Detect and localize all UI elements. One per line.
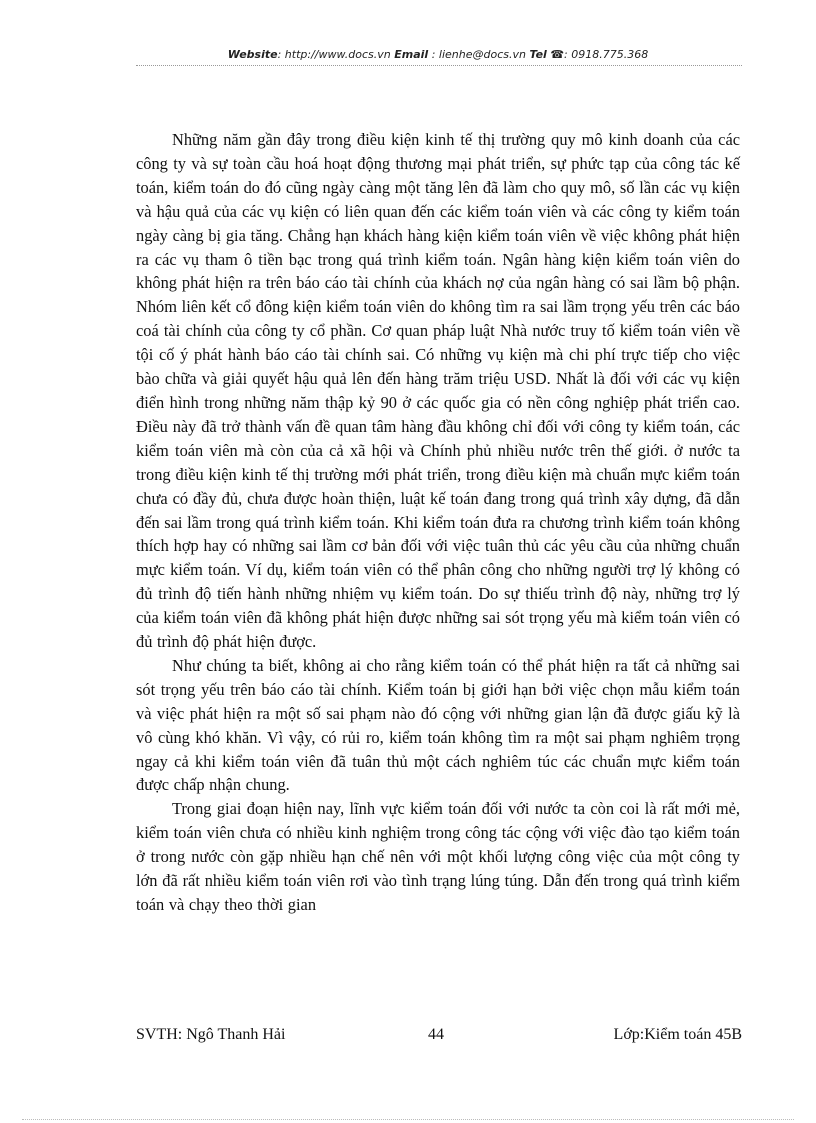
page-footer <box>136 1026 742 1050</box>
tel-label: Tel <box>529 48 547 61</box>
page-header <box>136 48 740 61</box>
website-label: Website <box>227 48 278 61</box>
header-divider <box>136 65 742 66</box>
document-body <box>136 128 740 917</box>
footer-author: SVTH: Ngô Thanh Hải <box>136 1026 286 1043</box>
email-label: Email <box>394 48 429 61</box>
paragraph-1: Những năm gần đây trong điều kiện kinh tế thị trường quy mô kinh doanh của các công ty và sự toàn cầu hoá hoạt động thương mại phát triển, sự phức tạp của công tác kế toán, kiểm toán do đó cũng ngày càng một tăng lên đã làm cho quy mô, số lần các vụ kiện và hậu quả của các vụ kiện có liên quan đến các kiểm toán viên và các công ty kiểm toán ngày càng bị gia tăng. Chẳng hạn khách hàng kiện kiểm toán viên về việc không phát hiện ra các vụ tham ô tiền bạc trong quá trình kiểm toán. Ngân hàng kiện kiểm toán viên do không phát hiện ra trên báo cáo tài chính của khách nợ của ngân hàng có sai lầm bộ phận. Nhóm liên kết cổ đông kiện kiểm toán viên do không tìm ra sai lầm trọng yếu trên các báo coá tài chính của công ty cổ phần. Cơ quan pháp luật Nhà nước truy tố kiểm toán viên về tội cố ý phát hành báo cáo tài chính sai. Có những vụ kiện mà chi phí trực tiếp cho việc bào chữa và giải quyết hậu quả lên đến hàng trăm triệu USD. Nhất là đối với các vụ kiện điển hình trong những năm thập kỷ 90 ở các quốc gia có nền công nghiệp phát triển cao. Điều này đã trở thành vấn đề quan tâm hàng đầu không chỉ đối với công ty kiểm toán, các kiểm toán viên mà còn của cả xã hội và Chính phủ nhiều nước trên thế giới. ở nước ta trong điều kiện kinh tế thị trường mới phát triển, trong điều kiện mà chuẩn mực kiểm toán chưa có đầy đủ, chưa được hoàn thiện, luật kế toán đang trong quá trình xây dựng, đã dẫn đến sai lầm trong quá trình kiểm toán. Khi kiểm toán đưa ra chương trình kiểm toán không thích hợp hay có những sai lầm cơ bản đối với việc tuân thủ các yêu cầu của những chuẩn mực kiểm toán. Ví dụ, kiểm toán viên có thể phân công cho những người trợ lý không có đủ trình độ tiến hành những nhiệm vụ kiểm toán. Do sự thiếu trình độ này, những trợ lý của kiểm toán viên đã không phát hiện được những sai sót trọng yếu mà kiểm toán viên có đủ trình độ phát hiện được. <box>136 130 740 652</box>
email-value: : lienhe@docs.vn <box>428 48 530 61</box>
telephone-icon: ☎ <box>550 48 565 61</box>
website-value: : http://www.docs.vn <box>277 48 395 61</box>
tel-value: : 0918.775.368 <box>564 48 649 61</box>
footer-class: Lớp:Kiểm toán 45B <box>613 1026 742 1043</box>
page-bottom-edge <box>22 1119 794 1120</box>
paragraph-3: Trong giai đoạn hiện nay, lĩnh vực kiểm toán đối với nước ta còn coi là rất mới mẻ, kiểm toán viên chưa có nhiều kinh nghiệm trong công tác cộng với việc đào tạo kiểm toán ở trong nước còn gặp nhiều hạn chế nên với một khối lượng công việc của một công ty lớn đã rất nhiều kiểm toán viên rơi vào tình trạng lúng túng. Dẫn đến trong quá trình kiểm toán và chạy theo thời gian <box>136 799 740 914</box>
paragraph-2: Như chúng ta biết, không ai cho rằng kiểm toán có thể phát hiện ra tất cả những sai sót trọng yếu trên báo cáo tài chính. Kiểm toán bị giới hạn bởi việc chọn mẫu kiểm toán và việc phát hiện ra một số sai phạm nào đó cộng với những gian lận đã được giấu kỹ là vô cùng khó khăn. Vì vậy, có rủi ro, kiểm toán không tìm ra một sai phạm nghiêm trọng ngay cả khi kiểm toán viên đã tuân thủ một cách nghiêm túc các chuẩn mực kiểm toán được chấp nhận chung. <box>136 655 740 795</box>
footer-page-number: 44 <box>428 1026 444 1043</box>
